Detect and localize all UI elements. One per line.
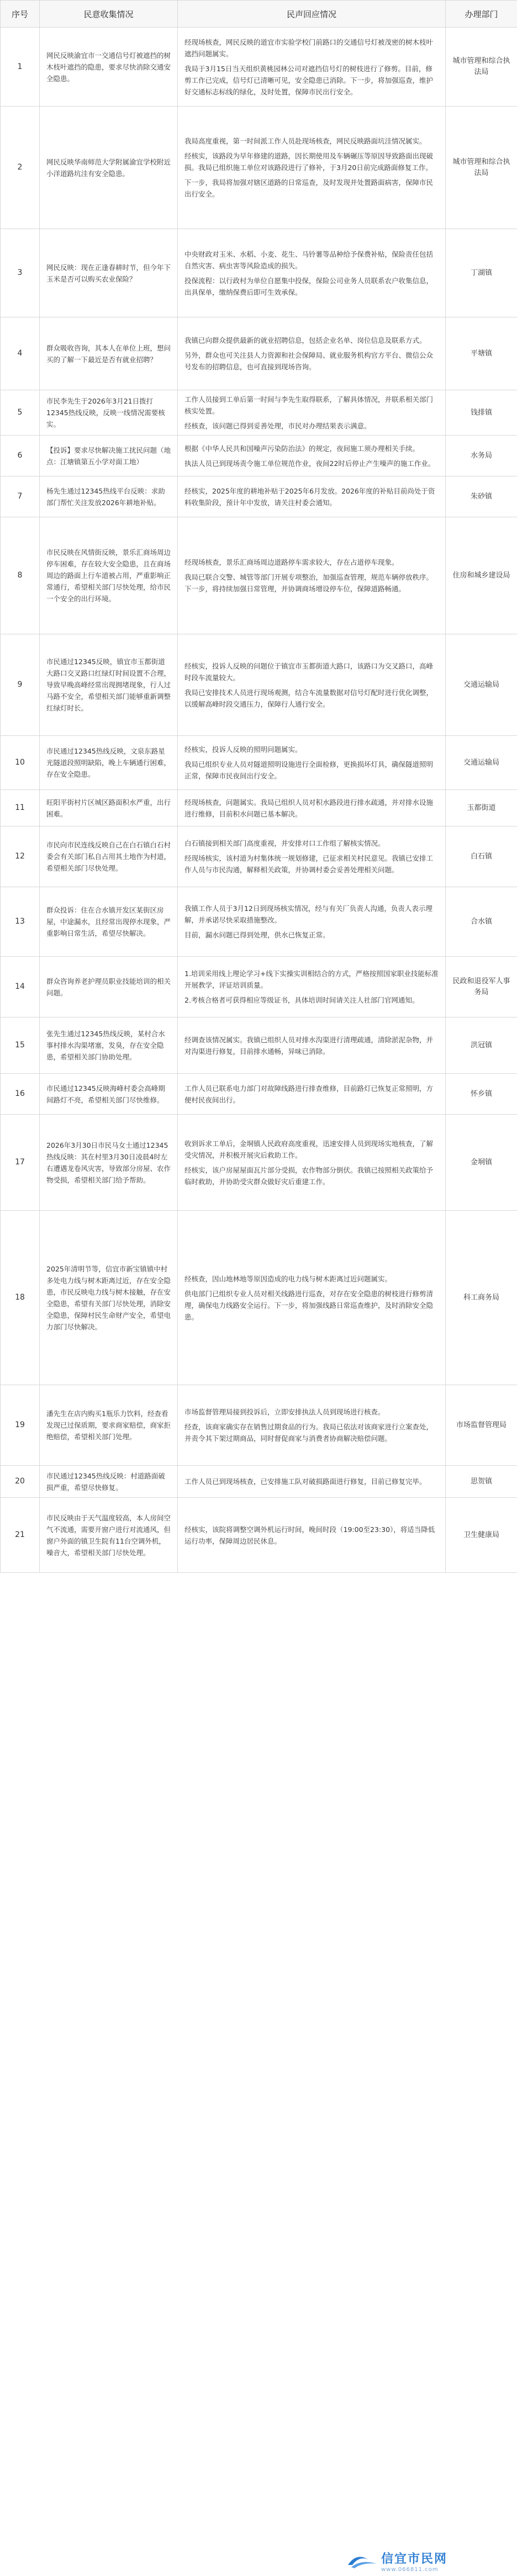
response-cell bbox=[178, 1385, 446, 1466]
response-cell bbox=[178, 1115, 446, 1211]
dept-cell: 玉都街道 bbox=[446, 790, 517, 826]
wave-logo-icon bbox=[347, 2552, 378, 2570]
issue-cell: 市民通过12345反映，镇宜市玉都街道大路口交叉路口红绿灯时间设置不合理，导致早晚高峰经常出现拥堵现象，行人过马路不安全，希望相关部门能够重新调整红绿灯时长。 bbox=[40, 634, 178, 736]
table-row bbox=[1, 317, 517, 390]
response-cell bbox=[178, 1017, 446, 1074]
response-cell bbox=[178, 957, 446, 1017]
response-paragraph: 我局已联合交警、城管等部门开展专项整治，加强巡查管理，规范车辆停放秩序。下一步，将持续加强日常管理，并协调商场增设停车位，保障道路畅通。 bbox=[184, 573, 434, 593]
response-paragraph: 收到诉求工单后，金垌镇人民政府高度重视，迅速安排人员到现场实地核查，了解受灾情况，并积极开展灾后救助工作。 bbox=[184, 1139, 434, 1159]
issue-cell: 市民通过12345反映海峰村委会高峰期间路灯不亮，希望相关部门尽快维修。 bbox=[40, 1074, 178, 1115]
row-index: 21 bbox=[1, 1498, 40, 1573]
response-paragraph: 下一步，我局将加强对辖区道路的日常巡查，及时发现并处置路面病害，保障市民出行安全。 bbox=[184, 178, 434, 198]
dept-cell: 平塘镇 bbox=[446, 317, 517, 390]
issue-cell: 2026年3月30日市民马女士通过12345热线反映：其在村里3月30日凌晨4时左右遭遇龙卷风灾害，导致部分房屋、农作物受损，希望相关部门给予帮助。 bbox=[40, 1115, 178, 1211]
response-paragraph: 经查，该商家确实存在销售过期食品的行为。我局已依法对该商家进行立案查处，并责令其下架过期商品，同时督促商家与消费者协商解决赔偿问题。 bbox=[184, 1423, 434, 1443]
response-cell bbox=[178, 390, 446, 436]
response-paragraph: 经现场核实，该村道为村集体统一规划修建，已征求相关村民意见。我镇已安排工作人员与市民沟通，解释相关政策，并协调村委会妥善处理相关问题。 bbox=[184, 854, 434, 874]
site-watermark bbox=[347, 2550, 513, 2573]
dept-cell: 科工商务局 bbox=[446, 1211, 517, 1385]
issue-cell: 【投诉】要求尽快解决施工扰民问题（地点：江塘镇第五小学对面工地） bbox=[40, 436, 178, 476]
row-index: 6 bbox=[1, 436, 40, 476]
response-paragraph: 目前，漏水问题已得到处理，供水已恢复正常。 bbox=[184, 931, 330, 939]
header-issue: 民意收集情况 bbox=[40, 1, 178, 28]
response-paragraph: 经核实，该路段为早年修建的道路，因长期使用及车辆碾压等原因导致路面出现破损。我局已组织施工单位对该路段进行了修补，于3月20日前完成路面修复工作。 bbox=[184, 152, 434, 172]
issue-cell: 杨先生通过12345热线平台反映：求助部门帮忙关注发放2026年耕地补贴。 bbox=[40, 476, 178, 517]
row-index: 2 bbox=[1, 107, 40, 229]
issue-cell: 市民反映由于天气温度较高，本人房间空气不流通，需要开窗户进行对流通风，但窗户外面的镇卫生院有11台空调外机，噪音大，希望相关部门尽快处理。 bbox=[40, 1498, 178, 1573]
dept-cell: 思贺镇 bbox=[446, 1466, 517, 1498]
response-paragraph: 经核实，该户房屋屋面瓦片部分受损，农作物部分倒伏。我镇已按照相关政策给予临时救助，并协助受灾群众做好灾后重建工作。 bbox=[184, 1165, 434, 1186]
dept-cell: 合水镇 bbox=[446, 887, 517, 957]
response-paragraph: 2.考核合格者可获得相应等级证书，具体培训时间请关注人社部门官网通知。 bbox=[184, 996, 419, 1004]
table-row bbox=[1, 1466, 517, 1498]
response-paragraph: 市场监督管理局接到投诉后，立即安排执法人员到现场进行核查。 bbox=[184, 1408, 385, 1416]
table-row bbox=[1, 957, 517, 1017]
table-row bbox=[1, 28, 517, 107]
issue-cell: 市民通过12345热线反映：村道路面破损严重，希望尽快修复。 bbox=[40, 1466, 178, 1498]
response-cell bbox=[178, 826, 446, 887]
response-cell bbox=[178, 229, 446, 317]
header-response: 民声回应情况 bbox=[178, 1, 446, 28]
table-row bbox=[1, 1115, 517, 1211]
response-cell bbox=[178, 736, 446, 790]
response-paragraph: 执法人员已到现场责令施工单位规范作业，夜间22时后停止产生噪声的施工作业。 bbox=[184, 459, 435, 468]
issue-cell: 市民反映在风情街反映，景乐汇商场周边停车困难，存在较大安全隐患，且在商场周边的路面上行车道被占用，严重影响正常通行，希望相关部门尽快处理，给市民一个安全的出行环境。 bbox=[40, 517, 178, 634]
response-paragraph: 我局已安排技术人员进行现场观测，结合车流量数据对信号灯配时进行优化调整，以缓解高峰时段交通压力，保障行人通行安全。 bbox=[184, 688, 434, 708]
response-paragraph: 经核实，该院将调整空调外机运行时间，晚间时段（19:00至23:30），将适当降低运行功率，保障周边居民休息。 bbox=[184, 1525, 435, 1545]
table-row bbox=[1, 634, 517, 736]
row-index: 19 bbox=[1, 1385, 40, 1466]
table-row bbox=[1, 476, 517, 517]
response-paragraph: 另外，群众也可关注县人力资源和社会保障局、就业服务机构官方平台、微信公众号发布的招聘信息，也可直接到现场咨询。 bbox=[184, 351, 434, 371]
issue-cell: 网民反映华南师范大学附属渝宜学校附近小洋道路坑洼有安全隐患。 bbox=[40, 107, 178, 229]
response-cell bbox=[178, 28, 446, 107]
dept-cell: 水务局 bbox=[446, 436, 517, 476]
issue-cell: 群众投诉：住在合水镇开发区某街区房屋，中途漏水，且经常出现停水现象，严重影响日常生活，希望尽快解决。 bbox=[40, 887, 178, 957]
row-index: 9 bbox=[1, 634, 40, 736]
response-paragraph: 我局高度重视，第一时间派工作人员赴现场核查，网民反映路面坑洼情况属实。 bbox=[184, 137, 426, 145]
row-index: 3 bbox=[1, 229, 40, 317]
response-paragraph: 工作人员已联系电力部门对故障线路进行排查维修，目前路灯已恢复正常照明，方便村民夜间出行。 bbox=[184, 1084, 434, 1104]
row-index: 8 bbox=[1, 517, 40, 634]
response-cell bbox=[178, 1498, 446, 1573]
dept-cell: 洪冠镇 bbox=[446, 1017, 517, 1074]
dept-cell: 卫生健康局 bbox=[446, 1498, 517, 1573]
response-cell bbox=[178, 887, 446, 957]
row-index: 11 bbox=[1, 790, 40, 826]
row-index: 18 bbox=[1, 1211, 40, 1385]
table-row bbox=[1, 229, 517, 317]
response-paragraph: 1.培训采用线上理论学习+线下实操实训相结合的方式，严格按照国家职业技能标准开展教学，评证培训质量。 bbox=[184, 969, 439, 989]
response-paragraph: 投保流程：以行政村为单位自愿集中投保，保险公司业务人员联系农户收集信息，出具保单，缴纳保费后即可生效承保。 bbox=[184, 276, 434, 296]
response-cell bbox=[178, 790, 446, 826]
response-cell bbox=[178, 436, 446, 476]
row-index: 12 bbox=[1, 826, 40, 887]
watermark-url: www.066811.com bbox=[381, 2567, 439, 2573]
response-paragraph: 我局已组织专业人员对隧道照明设施进行全面检修，更换损坏灯具，确保隧道照明正常，保障市民夜间出行安全。 bbox=[184, 760, 434, 780]
row-index: 7 bbox=[1, 476, 40, 517]
dept-cell: 城市管理和综合执法局 bbox=[446, 28, 517, 107]
issue-cell: 群众吸收咨询，其本人在单位上班，想问买的了解一下最近是否有就业招聘？ bbox=[40, 317, 178, 390]
response-paragraph: 经核查，该问题已得到妥善处理，市民对办理结果表示满意。 bbox=[184, 422, 371, 430]
response-paragraph: 工作人员已到现场核查，已安排施工队对破损路面进行修复，目前已修复完毕。 bbox=[184, 1477, 426, 1486]
table-header-row bbox=[1, 1, 517, 28]
issue-cell: 潘先生在店内购买1瓶乐力饮料，经查看发现已过保质期，要求商家赔偿，商家拒绝赔偿，希望相关部门处理。 bbox=[40, 1385, 178, 1466]
table-row bbox=[1, 107, 517, 229]
issue-cell: 2025年清明节等，信宜市新宝镇镇中村多处电力线与树木距离过近，存在安全隐患，市民反映电力线与树木接触，存在安全隐患，希望有关部门尽快处理，消除安全隐患，保障村民生命财产安全，希望电力部门尽快解决。 bbox=[40, 1211, 178, 1385]
row-index: 14 bbox=[1, 957, 40, 1017]
response-paragraph: 中央财政对玉米、水稻、小麦、花生、马铃薯等品种给予保费补贴，保险责任包括自然灾害、病虫害等风险造成的损失。 bbox=[184, 250, 434, 270]
response-cell bbox=[178, 634, 446, 736]
table-row bbox=[1, 790, 517, 826]
header-dept: 办理部门 bbox=[446, 1, 517, 28]
dept-cell: 市场监督管理局 bbox=[446, 1385, 517, 1466]
dept-cell: 城市管理和综合执法局 bbox=[446, 107, 517, 229]
issue-cell: 市民通过12345热线反映，文泉东路星光隧道段照明缺陷，晚上车辆通行困难，存在安全隐患。 bbox=[40, 736, 178, 790]
header-index: 序号 bbox=[1, 1, 40, 28]
table-row bbox=[1, 517, 517, 634]
response-paragraph: 我镇工作人员于3月12日到现场核实情况，经与有关厂负责人沟通，负责人表示理解，并承诺尽快采取措施整改。 bbox=[184, 904, 432, 924]
row-index: 13 bbox=[1, 887, 40, 957]
response-cell bbox=[178, 1466, 446, 1498]
issue-cell: 张先生通过12345热线反映，某村合水事村排水沟渠堵塞，发臭，存在安全隐患，希望相关部门协助处理。 bbox=[40, 1017, 178, 1074]
row-index: 17 bbox=[1, 1115, 40, 1211]
dept-cell: 钱排镇 bbox=[446, 390, 517, 436]
row-index: 16 bbox=[1, 1074, 40, 1115]
response-paragraph: 经核实，投诉人反映的问题位于镇宜市玉都街道大路口，该路口为交叉路口，高峰时段车流量较大。 bbox=[184, 661, 434, 682]
table-row bbox=[1, 736, 517, 790]
table-row bbox=[1, 1385, 517, 1466]
response-paragraph: 经核实，2025年度的耕地补贴于2025年6月发放。2026年度的补贴目前尚处于资料收集阶段，预计年中发放，请关注村委会通知。 bbox=[184, 486, 435, 507]
response-paragraph: 经现场核查，网民反映的道宜市实验学校门前路口的交通信号灯被茂密的树木枝叶遮挡问题属实。 bbox=[184, 38, 434, 58]
dept-cell: 丁湖镇 bbox=[446, 229, 517, 317]
table-row bbox=[1, 1074, 517, 1115]
row-index: 15 bbox=[1, 1017, 40, 1074]
issue-cell: 市民向市民连线反映自己在白石镇白石村委会有关部门私自占用其土地作为村道，希望相关部门尽快处理。 bbox=[40, 826, 178, 887]
dept-cell: 民政和退役军人事务局 bbox=[446, 957, 517, 1017]
response-paragraph: 供电部门已组织专业人员对相关线路进行巡查，对存在安全隐患的树枝进行修剪清理，确保电力线路安全运行。下一步，将加强线路日常巡查维护，及时消除安全隐患。 bbox=[184, 1289, 434, 1321]
issue-cell: 群众咨询养老护理员职业技能培训的相关问题。 bbox=[40, 957, 178, 1017]
dept-cell: 朱砂镇 bbox=[446, 476, 517, 517]
response-cell bbox=[178, 517, 446, 634]
dept-cell: 住房和城乡建设局 bbox=[446, 517, 517, 634]
dept-cell: 白石镇 bbox=[446, 826, 517, 887]
issue-cell: 旺阳平街村片区城区路面积水严重，出行困难。 bbox=[40, 790, 178, 826]
table-row bbox=[1, 1211, 517, 1385]
row-index: 20 bbox=[1, 1466, 40, 1498]
dept-cell: 怀乡镇 bbox=[446, 1074, 517, 1115]
table-row bbox=[1, 1017, 517, 1074]
response-cell bbox=[178, 476, 446, 517]
row-index: 1 bbox=[1, 28, 40, 107]
response-paragraph: 经核实，投诉人反映的照明问题属实。 bbox=[184, 745, 302, 754]
response-paragraph: 白石镇接到相关部门高度重视，并安排对口工作组了解核实情况。 bbox=[184, 839, 385, 847]
response-paragraph: 工作人员接到工单后第一时间与李先生取得联系，了解具体情况，并联系相关部门核实处置。 bbox=[184, 395, 434, 415]
response-cell bbox=[178, 1074, 446, 1115]
response-paragraph: 经调查该情况属实。我镇已组织人员对排水沟渠进行清理疏通，清除淤泥杂物，并对沟渠进行修复，目前排水通畅，异味已消除。 bbox=[184, 1035, 434, 1056]
issue-cell: 网民反映渝宜市一交通信号灯被遮挡的树木枝叶遮挡的隐患，要求尽快消除交通安全隐患。 bbox=[40, 28, 178, 107]
response-paragraph: 根据《中华人民共和国噪声污染防治法》的规定，夜间施工须办理相关手续。 bbox=[184, 444, 420, 453]
watermark-title: 信宜市民网 bbox=[381, 2552, 448, 2566]
dept-cell: 交通运输局 bbox=[446, 736, 517, 790]
response-cell bbox=[178, 317, 446, 390]
response-paragraph: 经现场核查，问题属实。我局已组织人员对积水路段进行排水疏通，并对排水设施进行维修，目前积水问题已基本解决。 bbox=[184, 798, 434, 818]
row-index: 4 bbox=[1, 317, 40, 390]
dept-cell: 交通运输局 bbox=[446, 634, 517, 736]
table-row bbox=[1, 1498, 517, 1573]
table-row bbox=[1, 436, 517, 476]
response-cell bbox=[178, 107, 446, 229]
response-paragraph: 我镇已向群众提供最新的就业招聘信息，包括企业名单、岗位信息及联系方式。 bbox=[184, 336, 426, 344]
table-row bbox=[1, 390, 517, 436]
row-index: 5 bbox=[1, 390, 40, 436]
response-cell bbox=[178, 1211, 446, 1385]
response-paragraph: 经核查，因山地林地等原因造成的电力线与树木距离过近问题属实。 bbox=[184, 1274, 392, 1283]
table-row bbox=[1, 887, 517, 957]
response-paragraph: 经现场核查，景乐汇商场周边道路停车需求较大，存在占道停车现象。 bbox=[184, 558, 399, 566]
table-row bbox=[1, 826, 517, 887]
issue-cell: 市民李先生于2026年3月21日拨打12345热线反映，反映一线情况需要核实。 bbox=[40, 390, 178, 436]
row-index: 10 bbox=[1, 736, 40, 790]
issue-cell: 网民反映：现在正逢春耕时节，但今年下玉米是否可以购买农业保险？ bbox=[40, 229, 178, 317]
response-paragraph: 我局于3月15日当天组织黄桃园林公司对遮挡信号灯的树枝进行了修剪。目前，修剪工作已完成，信号灯已清晰可见，安全隐患已消除。下一步，将加强巡查，维护好交通标志标线的绿化，及时处置，保障市民出行安全。 bbox=[184, 64, 434, 96]
dept-cell: 金垌镇 bbox=[446, 1115, 517, 1211]
